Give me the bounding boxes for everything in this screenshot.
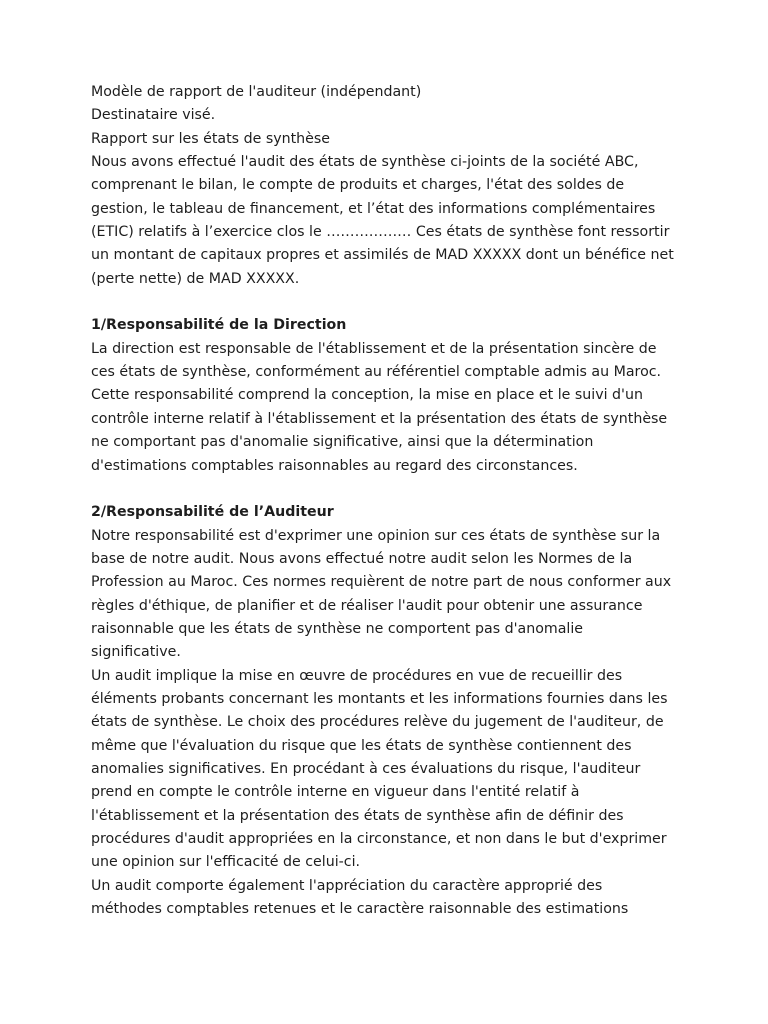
section-paragraph-line: d'estimations comptables raisonnables au regard des circonstances. — [91, 457, 578, 474]
intro-paragraph-line: (perte nette) de MAD XXXXX. — [91, 270, 300, 287]
intro-paragraph-line: Nous avons effectué l'audit des états de synthèse ci-joints de la société ABC, — [91, 154, 639, 171]
section-paragraph-line: base de notre audit. Nous avons effectué notre audit selon les Normes de la — [91, 550, 633, 567]
section-paragraph-line: Cette responsabilité comprend la conception, la mise en place et le suivi d'un — [91, 387, 643, 404]
section-paragraph-line: Un audit comporte également l'appréciation du caractère approprié des — [91, 877, 603, 894]
section-paragraph-line: prend en compte le contrôle interne en vigueur dans l'entité relatif à — [91, 784, 580, 801]
section-paragraph-line: éléments probants concernant les montants et les informations fournies dans les — [91, 690, 668, 707]
section-direction — [91, 314, 728, 477]
section-paragraph-line: une opinion sur l'efficacité de celui-ci. — [91, 854, 361, 871]
section-paragraph-line: même que l'évaluation du risque que les états de synthèse contiennent des — [91, 737, 632, 754]
section-paragraph-line: méthodes comptables retenues et le caractère raisonnable des estimations — [91, 901, 629, 918]
section-paragraph-line: ces états de synthèse, conformément au référentiel comptable admis au Maroc. — [91, 364, 662, 381]
section-paragraph-line: Un audit implique la mise en œuvre de procédures en vue de recueillir des — [91, 667, 623, 684]
section-heading: 2/Responsabilité de l’Auditeur — [91, 504, 334, 521]
section-paragraph-line: ne comportant pas d'anomalie significative, ainsi que la détermination — [91, 434, 594, 451]
intro-paragraph-line: (ETIC) relatifs à l’exercice clos le ……………… Ces états de synthèse font ressortir — [91, 224, 670, 241]
intro-paragraph-line: comprenant le bilan, le compte de produits et charges, l'état des soldes de — [91, 177, 625, 194]
section-auditor — [91, 501, 728, 921]
section-paragraph-line: l'établissement et la présentation des états de synthèse afin de définir des — [91, 807, 624, 824]
section-heading: 1/Responsabilité de la Direction — [91, 317, 347, 334]
section-paragraph-line: contrôle interne relatif à l'établissement et la présentation des états de synthèse — [91, 410, 668, 427]
section-paragraph-line: raisonnable que les états de synthèse ne comportent pas d'anomalie — [91, 620, 584, 637]
section-paragraph-line: règles d'éthique, de planifier et de réaliser l'audit pour obtenir une assurance — [91, 597, 643, 614]
section-paragraph-line: états de synthèse. Le choix des procédures relève du jugement de l'auditeur, de — [91, 714, 664, 731]
section-paragraph-line: La direction est responsable de l'établissement et de la présentation sincère de — [91, 340, 657, 357]
section-paragraph-line: procédures d'audit appropriées en la circonstance, et non dans le but d'exprimer — [91, 831, 667, 847]
paragraph-spacer — [91, 291, 728, 314]
paragraph-spacer — [91, 478, 728, 501]
section-paragraph-line: Notre responsabilité est d'exprimer une opinion sur ces états de synthèse sur la — [91, 527, 661, 544]
section-paragraph-line: Profession au Maroc. Ces normes requièrent de notre part de nous conformer aux — [91, 574, 672, 591]
report-subject: Rapport sur les états de synthèse — [91, 130, 331, 147]
intro-paragraph-line: gestion, le tableau de financement, et l’état des informations complémentaires — [91, 200, 656, 217]
recipient-line: Destinataire visé. — [91, 107, 216, 124]
section-paragraph-line: significative. — [91, 644, 181, 661]
document-intro — [91, 81, 728, 291]
section-paragraph-line: anomalies significatives. En procédant à ces évaluations du risque, l'auditeur — [91, 760, 641, 777]
document-title: Modèle de rapport de l'auditeur (indépendant) — [91, 84, 422, 100]
intro-paragraph-line: un montant de capitaux propres et assimilés de MAD XXXXX dont un bénéfice net — [91, 247, 674, 264]
